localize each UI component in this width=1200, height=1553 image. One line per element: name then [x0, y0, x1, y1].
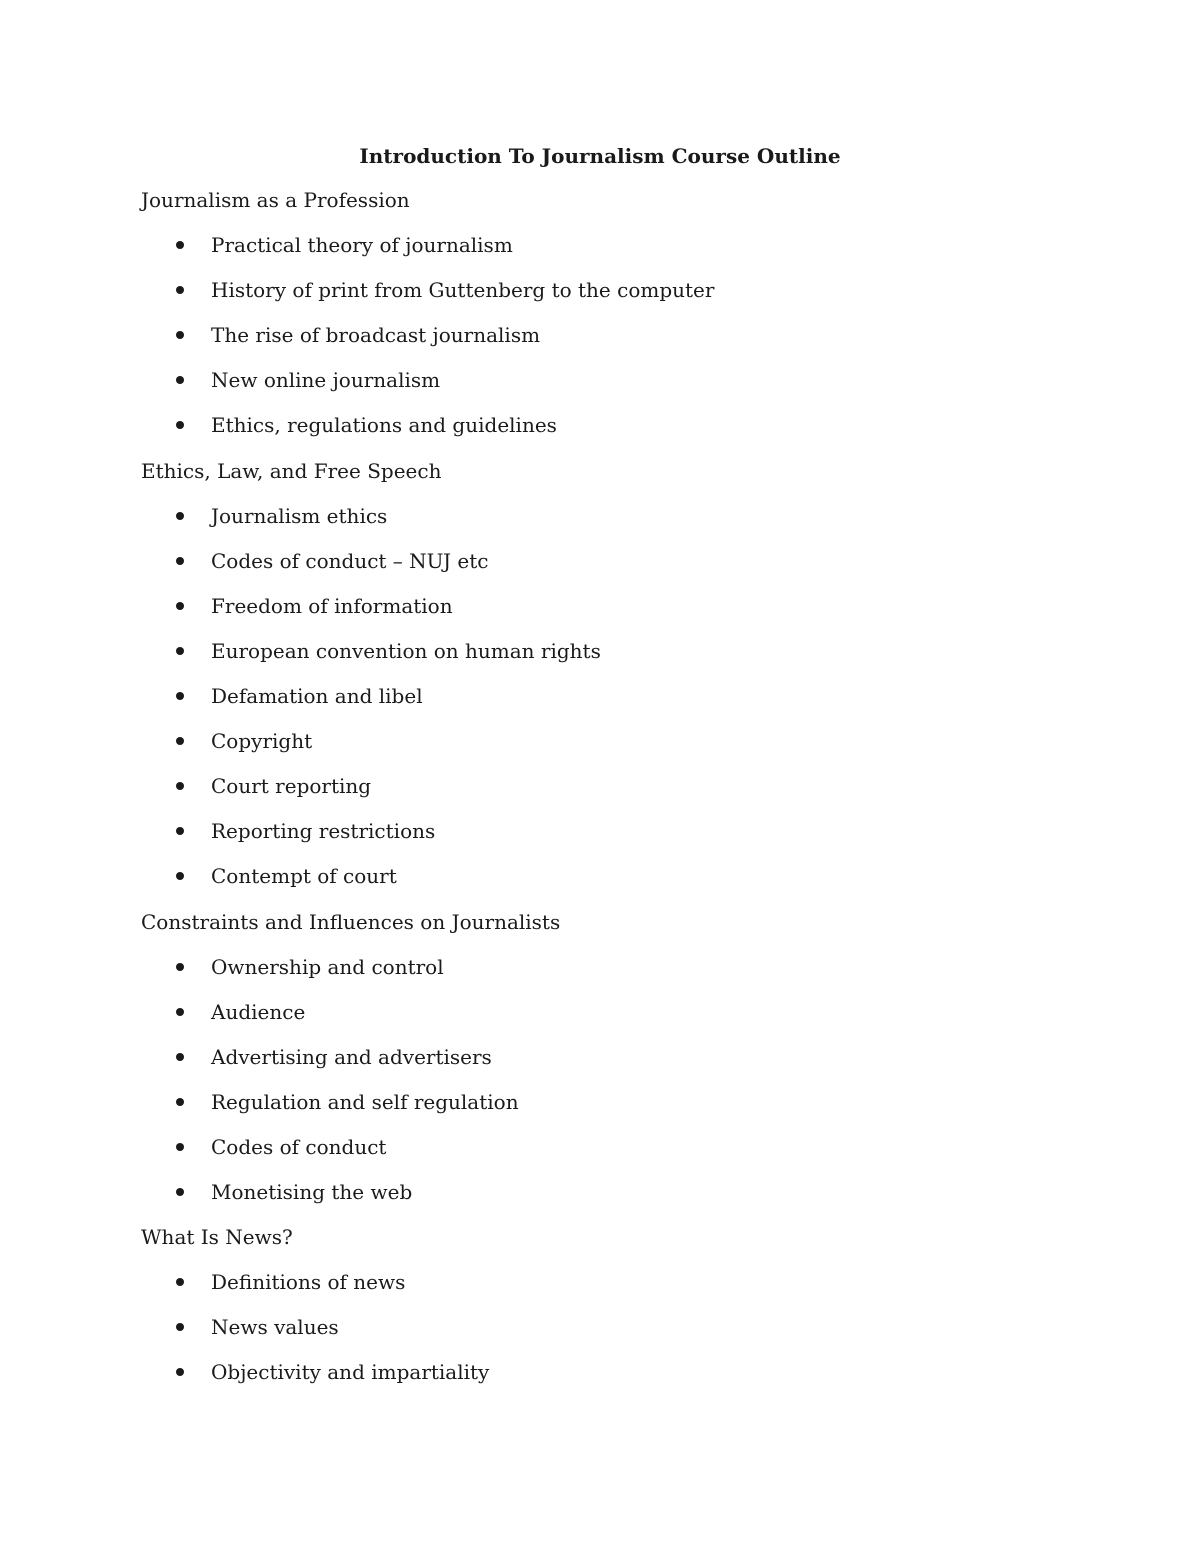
section-heading: What Is News? — [141, 1225, 293, 1250]
bullet-icon — [176, 737, 184, 745]
list-item-text: Practical theory of journalism — [211, 233, 513, 258]
bullet-icon — [176, 557, 184, 565]
list-item — [141, 230, 1101, 260]
bullet-icon — [176, 1368, 184, 1376]
bullet-icon — [176, 1323, 184, 1331]
bullet-icon — [176, 1143, 184, 1151]
list-item-text: Copyright — [211, 729, 313, 754]
bullet-icon — [176, 647, 184, 655]
list-item — [141, 320, 1101, 350]
document-title: Introduction To Journalism Course Outline — [359, 144, 841, 168]
bullet-icon — [176, 286, 184, 294]
bullet-icon — [176, 1188, 184, 1196]
list-item-text: Ethics, regulations and guidelines — [211, 413, 557, 438]
list-item-text: Journalism ethics — [211, 503, 388, 528]
list-item — [141, 726, 1101, 756]
list-item-text: Objectivity and impartiality — [211, 1360, 490, 1385]
list-item-text: Audience — [211, 999, 306, 1024]
list-item — [141, 1312, 1101, 1342]
list-item — [141, 681, 1101, 711]
bullet-icon — [176, 1098, 184, 1106]
list-item — [141, 1267, 1101, 1297]
bullet-icon — [176, 692, 184, 700]
outline-content — [141, 185, 1101, 1403]
list-item — [141, 410, 1101, 440]
list-item — [141, 771, 1101, 801]
list-item-text: News values — [211, 1315, 339, 1340]
section-heading: Ethics, Law, and Free Speech — [141, 458, 442, 483]
bullet-icon — [176, 1053, 184, 1061]
list-item-text: Regulation and self regulation — [211, 1089, 519, 1114]
list-item — [141, 1132, 1101, 1162]
bullet-icon — [176, 421, 184, 429]
list-item-text: The rise of broadcast journalism — [211, 323, 541, 348]
list-item-text: Advertising and advertisers — [211, 1044, 492, 1069]
list-item-text: Ownership and control — [211, 954, 444, 979]
bullet-icon — [176, 241, 184, 249]
bullet-list — [141, 230, 1101, 440]
bullet-list — [141, 952, 1101, 1207]
list-item — [141, 861, 1101, 891]
list-item-text: Reporting restrictions — [211, 819, 436, 844]
list-item — [141, 501, 1101, 531]
bullet-icon — [176, 376, 184, 384]
section-heading: Journalism as a Profession — [141, 188, 410, 212]
list-item-text: Definitions of news — [211, 1270, 406, 1295]
list-item — [141, 952, 1101, 982]
list-item-text: Codes of conduct – NUJ etc — [211, 548, 489, 573]
section-heading: Constraints and Influences on Journalists — [141, 909, 561, 934]
list-item — [141, 591, 1101, 621]
list-item-text: Freedom of information — [211, 593, 453, 618]
list-item-text: Contempt of court — [211, 864, 397, 889]
list-item-text: History of print from Guttenberg to the computer — [211, 278, 715, 303]
bullet-icon — [176, 512, 184, 520]
bullet-icon — [176, 602, 184, 610]
list-item-text: Monetising the web — [211, 1180, 413, 1205]
list-item — [141, 546, 1101, 576]
list-item — [141, 1357, 1101, 1387]
list-item-text: European convention on human rights — [211, 638, 601, 663]
bullet-icon — [176, 827, 184, 835]
list-item — [141, 365, 1101, 395]
list-item — [141, 1042, 1101, 1072]
list-item — [141, 816, 1101, 846]
bullet-icon — [176, 963, 184, 971]
bullet-icon — [176, 331, 184, 339]
bullet-icon — [176, 782, 184, 790]
list-item — [141, 275, 1101, 305]
list-item-text: New online journalism — [211, 368, 441, 393]
bullet-icon — [176, 872, 184, 880]
list-item-text: Codes of conduct — [211, 1134, 387, 1159]
bullet-list — [141, 501, 1101, 892]
list-item-text: Court reporting — [211, 774, 372, 799]
list-item — [141, 1177, 1101, 1207]
list-item — [141, 636, 1101, 666]
bullet-list — [141, 1267, 1101, 1387]
list-item — [141, 997, 1101, 1027]
bullet-icon — [176, 1008, 184, 1016]
list-item — [141, 1087, 1101, 1117]
list-item-text: Defamation and libel — [211, 684, 423, 709]
bullet-icon — [176, 1278, 184, 1286]
